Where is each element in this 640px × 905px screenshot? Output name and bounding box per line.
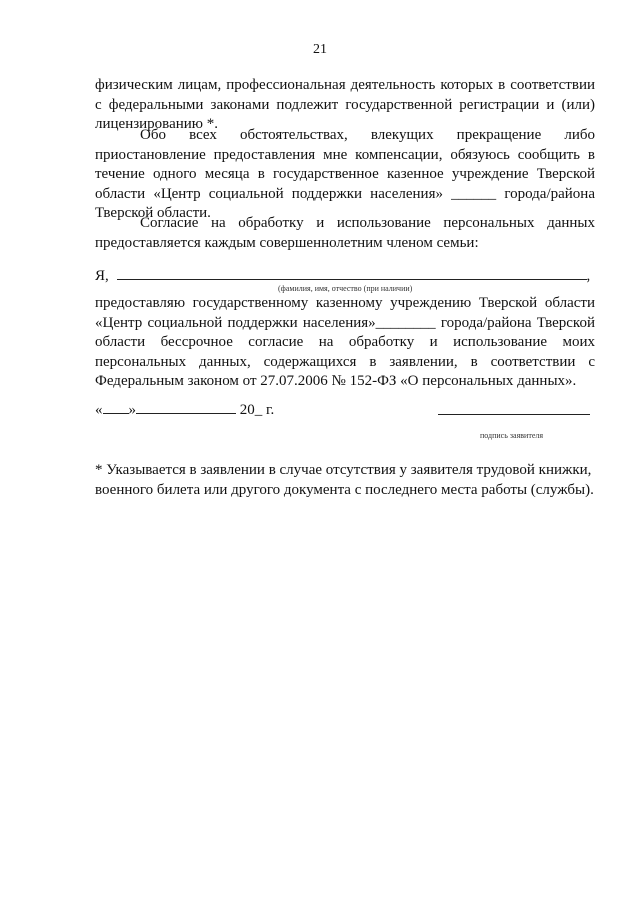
page-number: 21	[313, 42, 327, 57]
paragraph-consent-intro	[95, 214, 595, 253]
footnote-line: военного билета или другого документа с последнего места работы (службы).	[95, 482, 594, 498]
signature-field[interactable]	[438, 413, 590, 415]
text-line: Согласие на обработку и использование персональных данных	[140, 215, 595, 231]
text-line: Тверской области.	[95, 205, 211, 221]
date-day-field[interactable]	[103, 400, 129, 414]
date-close-quote: »	[128, 402, 136, 418]
date-year: 20_ г.	[239, 402, 275, 418]
text-line: персональных данных, содержащихся в заявлении, в соответствии с	[95, 353, 595, 370]
signature-caption: подпись заявителя	[480, 431, 544, 440]
paragraph-consent	[95, 294, 595, 392]
text-line: Федеральным законом от 27.07.2006 № 152-ФЗ «О персональных данных».	[95, 373, 577, 389]
paragraph-obligation	[95, 126, 595, 224]
date-month-field[interactable]	[136, 400, 236, 414]
name-field-row	[95, 266, 595, 286]
name-suffix: ,	[586, 268, 591, 284]
date-row	[95, 400, 274, 420]
text-line: с федеральными законами подлежит государственной регистрации и (или)	[95, 96, 595, 113]
text-line: физическим лицам, профессиональная деятельность которых в соответствии	[95, 77, 595, 93]
text-line: предоставляется каждым совершеннолетним членом семьи:	[95, 234, 479, 251]
footnote	[95, 460, 600, 500]
text-line: «Центр социальной поддержки населения»________ города/района Тверской	[95, 314, 595, 331]
text-line: предоставляю государственному казенному учреждению Тверской области	[95, 295, 595, 311]
footnote-line: * Указывается в заявлении в случае отсутствия у заявителя трудовой книжки,	[95, 462, 592, 478]
text-line: Обо всех обстоятельствах, влекущих прекращение либо	[140, 127, 595, 143]
text-line: лицензированию *.	[95, 116, 218, 132]
text-line: приостановление предоставления мне компенсации, обязуюсь сообщить в	[95, 146, 595, 163]
text-line: области бессрочное согласие на обработку и использование моих	[95, 334, 595, 350]
name-field[interactable]	[117, 266, 587, 280]
date-open-quote: «	[95, 402, 103, 418]
name-prefix: Я,	[95, 268, 109, 284]
name-field-caption: (фамилия, имя, отчество (при наличии)	[278, 284, 413, 293]
text-line: течение одного месяца в государственное казенное учреждение Тверской	[95, 166, 595, 182]
text-line: области «Центр социальной поддержки населения» ______ города/района	[95, 185, 595, 202]
